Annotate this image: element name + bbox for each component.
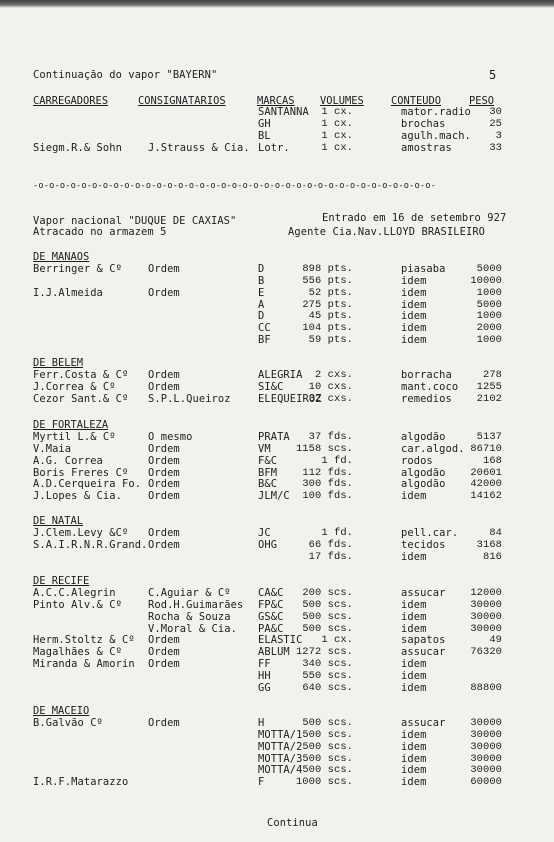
volumes-cell: 10 cxs. [308, 380, 353, 393]
weight-cell: 33 [489, 141, 502, 154]
content-cell: idem [401, 298, 427, 311]
weight-cell: 1000 [476, 286, 502, 299]
volumes-cell: 1 cx. [321, 129, 353, 142]
weight-cell: 88800 [470, 681, 502, 694]
volumes-cell: 66 fds. [308, 538, 353, 551]
content-cell: borracha [401, 369, 452, 381]
mark-cell: D [258, 310, 265, 323]
content-cell: idem [401, 681, 427, 694]
volumes-cell: 500 scs. [302, 752, 353, 765]
mark-cell: ELEQUEIROZ [258, 392, 322, 405]
mark-cell: ALEGRIA [258, 369, 303, 381]
col-consignatarios: CONSIGNATARIOS [138, 95, 226, 107]
content-cell: idem [401, 322, 427, 335]
consignee-cell: J.Strauss & Cia. [148, 141, 250, 154]
volumes-cell: 500 scs. [302, 610, 353, 623]
weight-cell: 30000 [470, 752, 502, 765]
volumes-cell: 1000 scs. [295, 776, 353, 789]
shipper-cell: Boris Freres Cº [33, 466, 129, 479]
volumes-cell: 556 pts. [302, 274, 353, 287]
content-cell: idem [401, 622, 427, 635]
content-cell: idem [401, 740, 427, 753]
content-cell: agulh.mach. [401, 129, 471, 142]
content-cell: amostras [401, 141, 452, 154]
col-marcas: MARCAS [257, 95, 295, 107]
section-title: DE NATAL [33, 515, 84, 527]
mark-cell: E [258, 286, 265, 299]
vessel-berth: Atracado no armazem 5 [33, 226, 167, 238]
weight-cell: 30 [489, 106, 502, 118]
consignee-cell: C.Aguiar & Cº [148, 587, 231, 599]
shipper-cell: B.Galvão Cº [33, 717, 103, 729]
vessel-agent: Agente Cia.Nav.LLOYD BRASILEIRO [288, 226, 486, 238]
content-cell: assucar [401, 646, 446, 659]
section-title: DE MANAOS [33, 251, 90, 263]
content-cell: piasaba [401, 263, 446, 275]
consignee-cell: Ordem [148, 380, 180, 393]
shipper-cell: Cezor Sant.& Cº [33, 392, 129, 405]
weight-cell: 2000 [476, 322, 502, 335]
volumes-cell: 59 pts. [308, 334, 353, 347]
consignee-cell: S.P.L.Queiroz [148, 392, 231, 405]
weight-cell: 30000 [470, 728, 502, 741]
content-cell: remedios [401, 392, 452, 405]
consignee-cell: Ordem [148, 527, 180, 539]
volumes-cell: 500 scs. [302, 740, 353, 753]
consignee-cell: Ordem [148, 454, 180, 467]
weight-cell: 5137 [476, 431, 502, 443]
mark-cell: PRATA [258, 431, 290, 443]
volumes-cell: 1 fd. [321, 527, 353, 539]
weight-cell: 20601 [470, 466, 502, 479]
weight-cell: 12000 [470, 587, 502, 599]
consignee-cell: Ordem [148, 286, 180, 299]
mark-cell: BFM [258, 466, 278, 479]
shipper-cell: Miranda & Amorin [33, 658, 135, 671]
mark-cell: A [258, 298, 265, 311]
mark-cell: Lotr. [258, 141, 290, 154]
volumes-cell: 17 fds. [308, 550, 353, 563]
mark-cell: FP&C [258, 598, 284, 611]
content-cell: idem [401, 669, 427, 682]
volumes-cell: 200 scs. [302, 587, 353, 599]
content-cell: idem [401, 776, 427, 789]
weight-cell: 30000 [470, 622, 502, 635]
mark-cell: MOTTA/2 [258, 740, 303, 753]
mark-cell: F [258, 776, 265, 789]
shipper-cell: A.D.Cerqueira Fo. [33, 478, 142, 491]
content-cell: sapatos [401, 634, 446, 647]
volumes-cell: 1 cx. [321, 117, 353, 130]
consignee-cell: Ordem [148, 490, 180, 503]
weight-cell: 30000 [470, 740, 502, 753]
volumes-cell: 500 scs. [302, 622, 353, 635]
weight-cell: 30000 [470, 764, 502, 777]
content-cell: pell.car. [401, 527, 459, 539]
shipper-cell: J.Clem.Levy &Cº [33, 527, 129, 539]
content-cell: algodão [401, 478, 446, 491]
content-cell: idem [401, 598, 427, 611]
content-cell: brochas [401, 117, 446, 130]
mark-cell: BL [258, 129, 271, 142]
shipper-cell: I.R.F.Matarazzo [33, 776, 129, 789]
weight-cell: 3 [495, 129, 502, 142]
content-cell: idem [401, 490, 427, 503]
consignee-cell: Ordem [148, 634, 180, 647]
content-cell: idem [401, 728, 427, 741]
weight-cell: 816 [482, 550, 502, 563]
divider-line: -o-o-o-o-o-o-o-o-o-o-o-o-o-o-o-o-o-o-o-o-o-o-o-o-o-o-o-o-o-o-o-o-o-o-o-o-o- [33, 181, 437, 191]
shipper-cell: A.C.C.Alegrin [33, 587, 116, 599]
weight-cell: 30000 [470, 610, 502, 623]
volumes-cell: 500 scs. [302, 728, 353, 741]
volumes-cell: 100 fds. [302, 490, 353, 503]
volumes-cell: 1 cx. [321, 106, 353, 118]
mark-cell: GS&C [258, 610, 284, 623]
mark-cell: SANTANNA [258, 106, 309, 118]
mark-cell: BF [258, 334, 271, 347]
weight-cell: 84 [489, 527, 502, 539]
consignee-cell: Ordem [148, 369, 180, 381]
weight-cell: 25 [489, 117, 502, 130]
consignee-cell: Ordem [148, 658, 180, 671]
shipper-cell: Siegm.R.& Sohn [33, 141, 122, 154]
volumes-cell: 275 pts. [302, 298, 353, 311]
weight-cell: 30000 [470, 717, 502, 729]
volumes-cell: 340 scs. [302, 658, 353, 671]
content-cell: mator.radio [401, 106, 471, 118]
volumes-cell: 500 scs. [302, 598, 353, 611]
mark-cell: OHG [258, 538, 278, 551]
consignee-cell: O mesmo [148, 431, 193, 443]
shipper-cell: J.Correa & Cº [33, 380, 116, 393]
col-carregadores: CARREGADORES [33, 95, 109, 107]
col-volumes: VOLUMES [320, 95, 364, 107]
vessel-name: Vapor nacional "DUQUE DE CAXIAS" [33, 215, 237, 227]
content-cell: idem [401, 658, 427, 671]
weight-cell: 42000 [470, 478, 502, 491]
mark-cell: B [258, 274, 265, 287]
mark-cell: MOTTA/1 [258, 728, 303, 741]
weight-cell: 76320 [470, 646, 502, 659]
shipper-cell: Berringer & Cº [33, 263, 122, 275]
volumes-cell: 640 scs. [302, 681, 353, 694]
weight-cell: 1000 [476, 334, 502, 347]
mark-cell: B&C [258, 478, 278, 491]
mark-cell: JLM/C [258, 490, 290, 503]
consignee-cell: V.Moral & Cia. [148, 622, 237, 635]
content-cell: idem [401, 334, 427, 347]
shipper-cell: I.J.Almeida [33, 286, 103, 299]
volumes-cell: 1272 scs. [295, 646, 353, 659]
volumes-cell: 300 fds. [302, 478, 353, 491]
volumes-cell: 2 cxs. [314, 369, 353, 381]
shipper-cell: V.Maia [33, 442, 72, 455]
mark-cell: ABLUM [258, 646, 290, 659]
mark-cell: H [258, 717, 265, 729]
volumes-cell: 52 pts. [308, 286, 353, 299]
content-cell: algodão [401, 431, 446, 443]
weight-cell: 5000 [476, 298, 502, 311]
consignee-cell: Ordem [148, 538, 180, 551]
weight-cell: 1255 [476, 380, 502, 393]
content-cell: assucar [401, 717, 446, 729]
content-cell: idem [401, 550, 427, 563]
weight-cell: 14162 [470, 490, 502, 503]
shipper-cell: Ferr.Costa & Cº [33, 369, 129, 381]
mark-cell: JC [258, 527, 271, 539]
mark-cell: CC [258, 322, 271, 335]
content-cell: car.algod. [401, 442, 465, 455]
mark-cell: D [258, 263, 265, 275]
consignee-cell: Ordem [148, 646, 180, 659]
section-title: DE RECIFE [33, 575, 90, 587]
volumes-cell: 898 pts. [302, 263, 353, 275]
weight-cell: 3168 [476, 538, 502, 551]
col-peso: PESO [469, 95, 495, 107]
weight-cell: 49 [489, 634, 502, 647]
volumes-cell: 1158 scs. [295, 442, 353, 455]
weight-cell: 278 [482, 369, 502, 381]
page-number: 5 [489, 68, 497, 82]
volumes-cell: 37 fds. [308, 431, 353, 443]
volumes-cell: 550 scs. [302, 669, 353, 682]
shipper-cell: S.A.I.R.N.R.Grand. [33, 538, 148, 551]
col-conteudo: CONTEUDO [391, 95, 442, 107]
content-cell: idem [401, 610, 427, 623]
mark-cell: ELASTIC [258, 634, 303, 647]
weight-cell: 30000 [470, 598, 502, 611]
content-cell: mant.coco [401, 380, 459, 393]
content-cell: idem [401, 286, 427, 299]
volumes-cell: 500 scs. [302, 764, 353, 777]
content-cell: assucar [401, 587, 446, 599]
volumes-cell: 45 pts. [308, 310, 353, 323]
volumes-cell: 1 cx. [321, 634, 353, 647]
shipper-cell: J.Lopes & Cia. [33, 490, 122, 503]
weight-cell: 60000 [470, 776, 502, 789]
content-cell: rodos [401, 454, 433, 467]
vessel-arrival: Entrado em 16 de setembro 927 [322, 212, 507, 224]
volumes-cell: 104 pts. [302, 322, 353, 335]
volumes-cell: 112 fds. [302, 466, 353, 479]
volumes-cell: 1 cx. [321, 141, 353, 154]
consignee-cell: Ordem [148, 466, 180, 479]
content-cell: algodão [401, 466, 446, 479]
volumes-cell: 500 scs. [302, 717, 353, 729]
shipper-cell: Magalhães & Cº [33, 646, 122, 659]
consignee-cell: Ordem [148, 717, 180, 729]
mark-cell: HH [258, 669, 271, 682]
content-cell: idem [401, 274, 427, 287]
content-cell: idem [401, 752, 427, 765]
content-cell: idem [401, 310, 427, 323]
content-cell: tecidos [401, 538, 446, 551]
weight-cell: 5000 [476, 263, 502, 275]
shipper-cell: A.G. Correa [33, 454, 103, 467]
consignee-cell: Rod.H.Guimarães [148, 598, 244, 611]
weight-cell: 1000 [476, 310, 502, 323]
mark-cell: CA&C [258, 587, 284, 599]
volumes-cell: 1 fd. [321, 454, 353, 467]
section-title: DE FORTALEZA [33, 419, 109, 431]
shipper-cell: Pinto Alv.& Cº [33, 598, 122, 611]
consignee-cell: Ordem [148, 478, 180, 491]
mark-cell: PA&C [258, 622, 284, 635]
weight-cell: 86710 [470, 442, 502, 455]
section-title: DE BELEM [33, 357, 84, 369]
mark-cell: MOTTA/3 [258, 752, 303, 765]
consignee-cell: Rocha & Souza [148, 610, 231, 623]
volumes-cell: 32 cxs. [308, 392, 353, 405]
mark-cell: FF [258, 658, 271, 671]
shipper-cell: Myrtil L.& Cº [33, 431, 116, 443]
consignee-cell: Ordem [148, 442, 180, 455]
weight-cell: 10000 [470, 274, 502, 287]
mark-cell: GH [258, 117, 271, 130]
mark-cell: F&C [258, 454, 278, 467]
mark-cell: SI&C [258, 380, 284, 393]
continues-footer: Continua [267, 817, 318, 829]
scan-edge-shadow [0, 0, 554, 8]
consignee-cell: Ordem [148, 263, 180, 275]
mark-cell: VM [258, 442, 271, 455]
weight-cell: 168 [482, 454, 502, 467]
shipper-cell: Herm.Stoltz & Cº [33, 634, 135, 647]
mark-cell: GG [258, 681, 271, 694]
continuation-title: Continuação do vapor "BAYERN" [33, 69, 218, 81]
content-cell: idem [401, 764, 427, 777]
mark-cell: MOTTA/4 [258, 764, 303, 777]
section-title: DE MACEIO [33, 705, 90, 717]
weight-cell: 2102 [476, 392, 502, 405]
